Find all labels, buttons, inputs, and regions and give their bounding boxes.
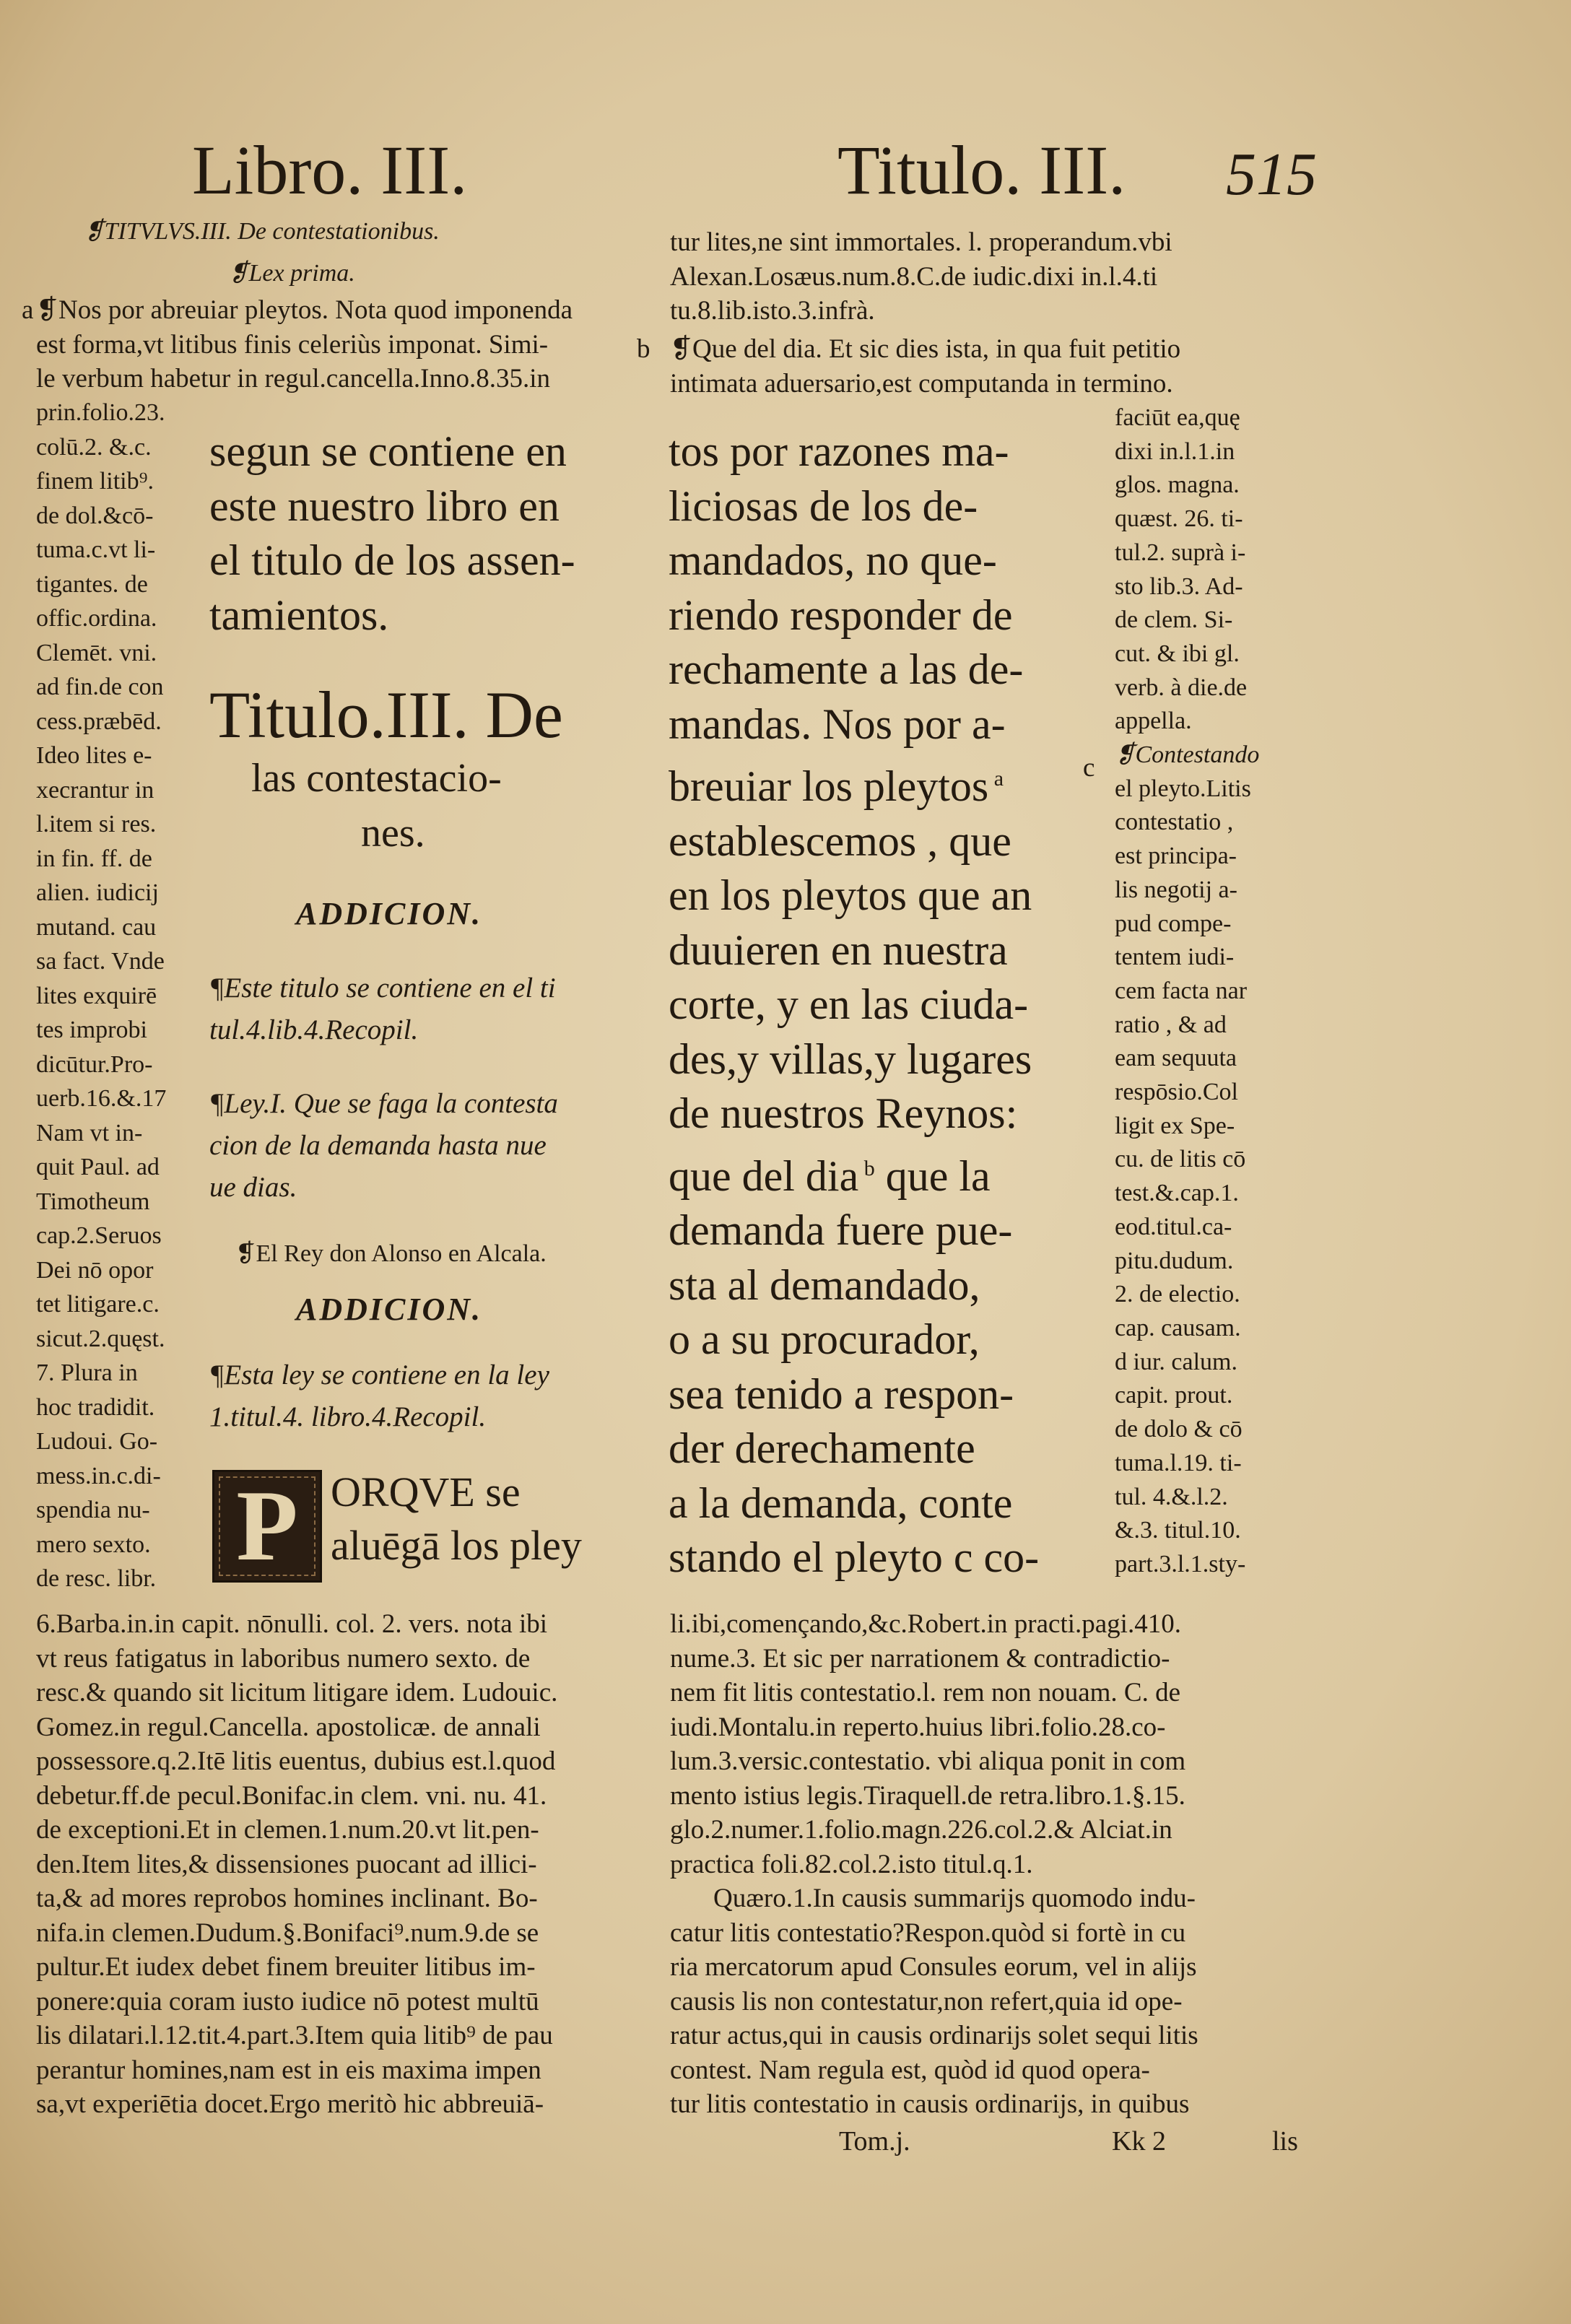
gloss-line: cap.2.Seruos — [36, 1222, 162, 1249]
gloss-line: ❡Contestando — [1115, 741, 1260, 769]
gloss-line: eam sequuta — [1115, 1045, 1237, 1072]
left-gloss-top — [36, 293, 573, 396]
lex-heading: ❡Lex prima. — [228, 260, 355, 287]
title-heading: Titulo.III. De — [209, 678, 563, 752]
body-line: demanda fuere pue- — [669, 1206, 1013, 1254]
gloss-line: nem fit litis contestatio.l. rem non nouam. C. de — [670, 1678, 1180, 1707]
gloss-line: pitu.dudum. — [1115, 1247, 1234, 1274]
body-line: liciosas de los de- — [669, 482, 978, 530]
gloss-line: 6.Barba.in.in capit. nōnulli. col. 2. vers. nota ibi — [36, 1609, 548, 1639]
body-line: stando el pleyto c co- — [669, 1533, 1040, 1581]
body-line: tamientos. — [209, 591, 389, 639]
gloss-line: dixi in.l.1.in — [1115, 438, 1235, 465]
body-line: ORQVE se — [331, 1468, 521, 1515]
body-line: corte, y en las ciuda- — [669, 980, 1029, 1028]
gloss-line: tul.2. suprà i- — [1115, 539, 1246, 566]
gloss-line: xecrantur in — [36, 776, 155, 804]
gloss-line: capit. prout. — [1115, 1382, 1233, 1409]
note-line: 1.titul.4. libro.4.Recopil. — [209, 1401, 487, 1432]
body-line: duuieren en nuestra — [669, 926, 1008, 974]
gloss-line: possessore.q.2.Itē litis euentus, dubius est.l.quod — [36, 1746, 556, 1776]
gloss-line: de exceptioni.Et in clemen.1.num.20.vt lit.pen- — [36, 1815, 539, 1845]
gloss-line: nume.3. Et sic per narrationem & contradictio- — [670, 1643, 1170, 1674]
body-line: o a su procurador, — [669, 1315, 980, 1363]
gloss-line: alien. iudicij — [36, 879, 159, 906]
gloss-line: quæst. 26. ti- — [1115, 505, 1243, 533]
addicion-note-2 — [209, 1354, 549, 1438]
body-line: el titulo de los assen- — [209, 536, 575, 584]
gloss-line: quit Paul. ad — [36, 1154, 160, 1180]
body-line: en los pleytos que an — [669, 871, 1032, 919]
gloss-line: ratur actus,qui in causis ordinarijs solet sequi litis — [670, 2021, 1198, 2050]
body-line: que del dia $^b$ que la — [669, 1152, 991, 1200]
gloss-line: finem litib⁹. — [36, 468, 154, 495]
body-line: der derechamente — [669, 1424, 975, 1472]
gloss-line: tur lites,ne sint immortales. l. properandum.vbi — [670, 227, 1172, 257]
gloss-line: lum.3.versic.contestatio. vbi aliqua ponit in com — [670, 1746, 1186, 1776]
gloss-line: vt reus fatigatus in laboribus numero sexto. de — [36, 1643, 531, 1674]
note-line: ¶Este titulo se contiene en el ti — [209, 972, 556, 1004]
gloss-line: glo.2.numer.1.folio.magn.226.col.2.& Alciat.in — [670, 1815, 1172, 1845]
body-line: establescemos , que — [669, 817, 1011, 865]
gloss-line: cu. de litis cō — [1115, 1146, 1246, 1173]
gloss-line: Ideo lites e- — [36, 742, 152, 769]
body-line: sea tenido a respon- — [669, 1370, 1014, 1418]
body-line: rechamente a las de- — [669, 645, 1024, 693]
body-line: aluēgā los pley — [331, 1522, 582, 1569]
gloss-line: Quæro.1.In causis summarijs quomodo indu- — [713, 1884, 1196, 1913]
gloss-line: resc.& quando sit licitum litigare idem. Ludouic. — [36, 1678, 558, 1707]
gloss-line: est principa- — [1115, 843, 1237, 870]
body-line: mandas. Nos por a- — [669, 700, 1006, 748]
gloss-line: contestatio , — [1115, 809, 1234, 836]
title-line-2: las contestacio- — [251, 756, 502, 801]
gloss-line: verb. à die.de — [1115, 674, 1248, 701]
gloss-line: 7. Plura in — [36, 1359, 138, 1386]
running-head-book: Libro. III. — [192, 131, 468, 209]
signature-mark: Kk 2 — [1112, 2126, 1166, 2157]
title-line-3: nes. — [361, 811, 425, 856]
left-gloss-margin — [36, 396, 166, 1596]
body-line: breuiar los pleytos $^a$ — [669, 762, 1004, 810]
gloss-line: de resc. libr. — [36, 1565, 157, 1592]
addicion-heading-2: ADDICION. — [296, 1292, 483, 1327]
gloss-line: de dolo & cō — [1115, 1416, 1243, 1443]
body-line: segun se contiene en — [209, 427, 567, 475]
page-number: 515 — [1226, 141, 1317, 208]
gloss-line: Alexan.Losæus.num.8.C.de iudic.dixi in.l.4.ti — [670, 261, 1158, 292]
body-line: este nuestro libro en — [209, 482, 560, 530]
gloss-line: lis negotij a- — [1115, 876, 1237, 903]
note-line: tul.4.lib.4.Recopil. — [209, 1014, 419, 1045]
gloss-line: ponere:quia coram iusto iudice nō potest multū — [36, 1986, 539, 2016]
note-b — [670, 332, 1180, 401]
gloss-line: cess.præbēd. — [36, 708, 162, 735]
gloss-line: hoc tradidit. — [36, 1393, 155, 1421]
initial-text — [331, 1466, 582, 1572]
gloss-line: ❡Nos por abreuiar pleytos. Nota quod imponenda — [36, 295, 573, 325]
body-line: tos por razones ma- — [669, 427, 1009, 475]
body-line: mandados, no que- — [669, 536, 997, 584]
gloss-line: prin.folio.23. — [36, 399, 165, 426]
gloss-line: d iur. calum. — [1115, 1348, 1237, 1375]
gloss-line: Nam vt in- — [36, 1119, 143, 1146]
gloss-line: Dei nō opor — [36, 1256, 154, 1284]
gloss-line: tuma.l.19. ti- — [1115, 1449, 1242, 1476]
right-side-gloss — [1115, 401, 1259, 1582]
gloss-line: mento istius legis.Tiraquell.de retra.libro.1.§.15. — [670, 1780, 1185, 1811]
gloss-line: sa,vt experiētia docet.Ergo meritò hic abbreuiā- — [36, 2089, 544, 2119]
gloss-line: catur litis contestatio?Respon.quòd si fortè in cu — [670, 1918, 1186, 1948]
gloss-line: ad fin.de con — [36, 674, 164, 700]
gloss-line: cut. & ibi gl. — [1115, 640, 1240, 667]
gloss-line: faciūt ea,quę — [1115, 404, 1240, 431]
gloss-line: sa fact. Vnde — [36, 948, 165, 975]
gloss-line: iudi.Montalu.in reperto.huius libri.folio.28.co- — [670, 1712, 1166, 1742]
gloss-line: perantur homines,nam est in eis maxima impen — [36, 2055, 541, 2085]
note-line: ¶Esta ley se contiene en la ley — [209, 1359, 549, 1391]
gloss-line: nifa.in clemen.Dudum.§.Bonifaci⁹.num.9.de se — [36, 1918, 539, 1948]
note-line: cion de la demanda hasta nue — [209, 1130, 547, 1161]
gloss-line: intimata aduersario,est computanda in termino. — [670, 368, 1173, 399]
gloss-line: ligit ex Spe- — [1115, 1112, 1235, 1139]
note-line: ¶Ley.I. Que se faga la contesta — [209, 1088, 558, 1119]
gloss-line: tul. 4.&.l.2. — [1115, 1483, 1228, 1510]
rey-line: ❡El Rey don Alonso en Alcala. — [235, 1240, 547, 1267]
gloss-line: el pleyto.Litis — [1115, 775, 1251, 802]
running-head-title: Titulo. III. — [837, 131, 1126, 209]
initial-letter: P — [236, 1470, 298, 1582]
gloss-line: contest. Nam regula est, quòd id quod opera- — [670, 2055, 1150, 2085]
body-line: de nuestros Reynos: — [669, 1089, 1018, 1137]
gloss-line: tu.8.lib.isto.3.infrà. — [670, 296, 875, 326]
gloss-line: glos. magna. — [1115, 471, 1240, 499]
gloss-line: &.3. titul.10. — [1115, 1517, 1241, 1544]
note-line: ue dias. — [209, 1172, 297, 1203]
gloss-line: tuma.c.vt li- — [36, 536, 156, 563]
gloss-line: appella. — [1115, 708, 1192, 735]
body-line: a la demanda, conte — [669, 1479, 1013, 1527]
catchword: lis — [1272, 2126, 1298, 2157]
gloss-line: mess.in.c.di- — [36, 1462, 161, 1489]
section-heading: ❡TITVLVS.III. De contestationibus. — [84, 218, 440, 245]
left-body — [209, 425, 575, 643]
gloss-line: test.&.cap.1. — [1115, 1180, 1239, 1207]
gloss-line: cem facta nar — [1115, 977, 1248, 1004]
gloss-line: mutand. cau — [36, 913, 157, 941]
gloss-marker-a: a — [22, 295, 34, 325]
gloss-line: part.3.l.1.sty- — [1115, 1550, 1246, 1577]
gloss-line: ria mercatorum apud Consules eorum, vel in alijs — [670, 1952, 1197, 1982]
gloss-line: debetur.ff.de pecul.Bonifac.in clem. vni. nu. 41. — [36, 1780, 547, 1811]
right-gloss-top — [670, 225, 1172, 328]
gloss-line: tes improbi — [36, 1017, 147, 1043]
gloss-marker-b: b — [637, 334, 650, 364]
gloss-line: mero sexto. — [36, 1531, 151, 1558]
gloss-line: practica foli.82.col.2.isto titul.q.1. — [670, 1849, 1033, 1879]
gloss-line: l.item si res. — [36, 811, 157, 837]
gloss-line: offic.ordina. — [36, 605, 157, 632]
gloss-line: de clem. Si- — [1115, 606, 1233, 634]
gloss-line: sto lib.3. Ad- — [1115, 573, 1243, 600]
gloss-line: ❡Que del dia. Et sic dies ista, in qua fuit petitio — [670, 334, 1181, 364]
body-line: sta al demandado, — [669, 1261, 980, 1309]
gloss-line: cap. causam. — [1115, 1314, 1241, 1341]
gloss-line: tigantes. de — [36, 570, 148, 598]
gloss-line: est forma,vt litibus finis celeriùs imponat. Simi- — [36, 329, 549, 360]
ley-heading — [209, 1083, 558, 1209]
volume-mark: Tom.j. — [839, 2126, 910, 2157]
gloss-line: in fin. ff. de — [36, 845, 152, 872]
decorated-initial-icon — [212, 1470, 322, 1583]
gloss-line: uerb.16.&.17 — [36, 1085, 167, 1112]
body-line: des,y villas,y lugares — [669, 1035, 1032, 1083]
gloss-line: lis dilatari.l.12.tit.4.part.3.Item quia litib⁹ de pau — [36, 2021, 553, 2050]
gloss-line: le verbum habetur in regul.cancella.Inno.8.35.in — [36, 364, 550, 393]
gloss-line: Ludoui. Go- — [36, 1428, 158, 1455]
gloss-line: Timotheum — [36, 1188, 150, 1215]
gloss-marker-c: c — [1083, 753, 1095, 783]
gloss-line: den.Item lites,& dissensiones puocant ad illici- — [36, 1849, 537, 1879]
body-line: riendo responder de — [669, 591, 1013, 639]
gloss-line: ratio , & ad — [1115, 1011, 1227, 1038]
gloss-line: Gomez.in regul.Cancella. apostolicæ. de annali — [36, 1712, 541, 1742]
right-gloss-bottom — [670, 1607, 1198, 2122]
gloss-line: dicūtur.Pro- — [36, 1050, 153, 1078]
gloss-line: Clemēt. vni. — [36, 639, 157, 666]
gloss-line: lites exquirē — [36, 982, 157, 1009]
right-body — [669, 425, 1039, 1585]
gloss-line: li.ibi,començando,&c.Robert.in practi.pagi.410. — [670, 1609, 1181, 1639]
gloss-line: causis lis non contestatur,non refert,quia id ope- — [670, 1986, 1183, 2016]
gloss-line: tentem iudi- — [1115, 944, 1235, 971]
gloss-line: 2. de electio. — [1115, 1281, 1240, 1308]
addicion-note — [209, 967, 556, 1051]
gloss-line: colū.2. &.c. — [36, 433, 152, 461]
gloss-line: tet litigare.c. — [36, 1291, 160, 1318]
gloss-line: spendia nu- — [36, 1497, 150, 1523]
gloss-line: sicut.2.quęst. — [36, 1325, 165, 1352]
gloss-line: pultur.Et iudex debet finem breuiter litibus im- — [36, 1952, 536, 1982]
addicion-heading: ADDICION. — [296, 896, 483, 931]
gloss-line: de dol.&cō- — [36, 502, 154, 529]
gloss-line: tur litis contestatio in causis ordinarijs, in quibus — [670, 2089, 1190, 2119]
left-gloss-bottom — [36, 1607, 557, 2122]
gloss-line: eod.titul.ca- — [1115, 1213, 1232, 1240]
gloss-line: ta,& ad mores reprobos homines inclinant. Bo- — [36, 1884, 538, 1913]
gloss-line: respōsio.Col — [1115, 1079, 1238, 1106]
gloss-line: pud compe- — [1115, 910, 1232, 937]
